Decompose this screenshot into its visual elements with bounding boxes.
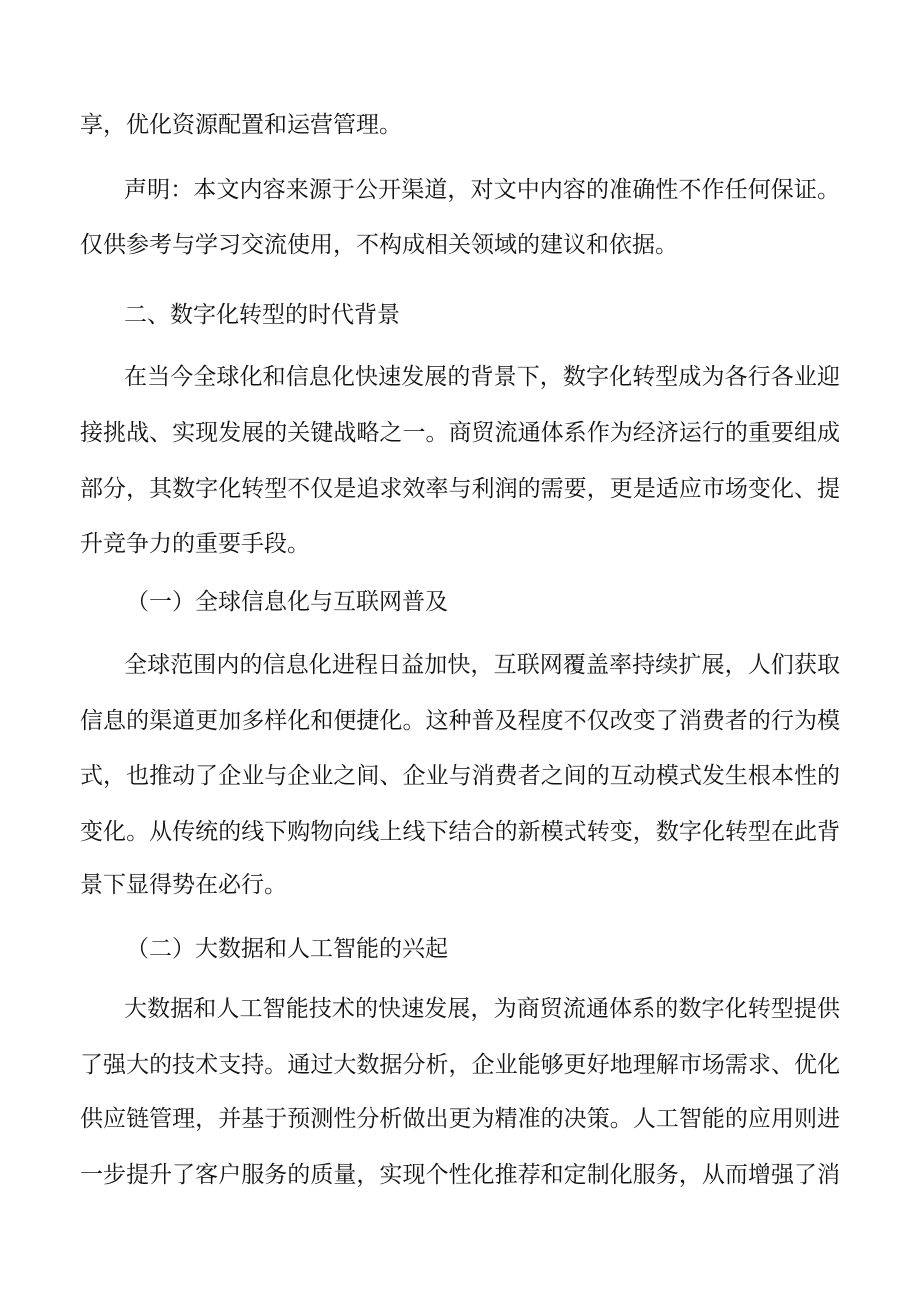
paragraph-line: 在当今全球化和信息化快速发展的背景下，数字化转型成为各行各业迎 bbox=[124, 364, 840, 390]
disclaimer-line: 仅供参考与学习交流使用，不构成相关领域的建议和依据。 bbox=[80, 232, 678, 258]
paragraph-line: 式，也推动了企业与企业之间、企业与消费者之间的互动模式发生根本性的 bbox=[80, 763, 840, 789]
paragraph-line: 了强大的技术支持。通过大数据分析，企业能够更好地理解市场需求、优化 bbox=[80, 1052, 840, 1078]
paragraph-line: 大数据和人工智能技术的快速发展，为商贸流通体系的数字化转型提供 bbox=[124, 996, 840, 1022]
paragraph-line: 变化。从传统的线下购物向线上线下结合的新模式转变，数字化转型在此背 bbox=[80, 819, 840, 845]
subsection-heading: （一）全球信息化与互联网普及 bbox=[126, 589, 448, 615]
disclaimer-line: 声明：本文内容来源于公开渠道，对文中内容的准确性不作任何保证。 bbox=[124, 177, 840, 203]
subsection-heading: （二）大数据和人工智能的兴起 bbox=[126, 936, 448, 962]
paragraph-line: 供应链管理，并基于预测性分析做出更为精准的决策。人工智能的应用则进 bbox=[80, 1106, 840, 1132]
paragraph-line: 享，优化资源配置和运营管理。 bbox=[80, 112, 402, 138]
paragraph-line: 一步提升了客户服务的质量，实现个性化推荐和定制化服务，从而增强了消 bbox=[80, 1162, 840, 1188]
section-heading: 二、数字化转型的时代背景 bbox=[124, 302, 400, 328]
paragraph-line: 景下显得势在必行。 bbox=[80, 872, 287, 898]
paragraph-line: 升竞争力的重要手段。 bbox=[80, 531, 310, 557]
paragraph-line: 信息的渠道更加多样化和便捷化。这种普及程度不仅改变了消费者的行为模 bbox=[80, 708, 840, 734]
paragraph-line: 全球范围内的信息化进程日益加快，互联网覆盖率持续扩展，人们获取 bbox=[124, 652, 840, 678]
paragraph-line: 接挑战、实现发展的关键战略之一。商贸流通体系作为经济运行的重要组成 bbox=[80, 420, 840, 446]
paragraph-line: 部分，其数字化转型不仅是追求效率与利润的需要，更是适应市场变化、提 bbox=[80, 476, 840, 502]
